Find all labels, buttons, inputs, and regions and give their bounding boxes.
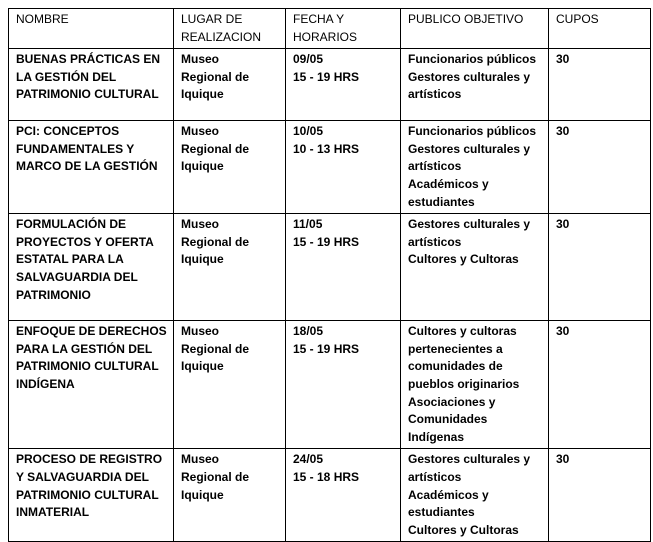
header-nombre: NOMBRE <box>9 9 174 49</box>
cell-fecha: 11/05 15 - 19 HRS <box>286 214 401 321</box>
cell-cupos: 30 <box>549 121 651 214</box>
cell-publico: Gestores culturales y artísticos Cultores y Cultoras <box>401 214 549 321</box>
header-lugar: LUGAR DE REALIZACION <box>174 9 286 49</box>
cell-lugar: Museo Regional de Iquique <box>174 449 286 542</box>
cell-cupos: 30 <box>549 49 651 121</box>
cell-nombre: PROCESO DE REGISTRO Y SALVAGUARDIA DEL PATRIMONIO CULTURAL INMATERIAL <box>9 449 174 542</box>
cell-nombre: ENFOQUE DE DERECHOS PARA LA GESTIÓN DEL PATRIMONIO CULTURAL INDÍGENA <box>9 321 174 449</box>
header-row <box>9 9 651 49</box>
table-row <box>9 449 651 542</box>
cell-cupos: 30 <box>549 449 651 542</box>
header-fecha: FECHA Y HORARIOS <box>286 9 401 49</box>
cell-nombre: PCI: CONCEPTOS FUNDAMENTALES Y MARCO DE LA GESTIÓN <box>9 121 174 214</box>
cell-fecha: 24/05 15 - 18 HRS <box>286 449 401 542</box>
cell-publico: Cultores y cultoras pertenecientes a comunidades de pueblos originarios Asociaciones y Comunidades Indígenas <box>401 321 549 449</box>
cell-nombre: BUENAS PRÁCTICAS EN LA GESTIÓN DEL PATRIMONIO CULTURAL <box>9 49 174 121</box>
cell-lugar: Museo Regional de Iquique <box>174 121 286 214</box>
cell-publico: Funcionarios públicos Gestores culturales y artísticos <box>401 49 549 121</box>
cell-nombre: FORMULACIÓN DE PROYECTOS Y OFERTA ESTATAL PARA LA SALVAGUARDIA DEL PATRIMONIO <box>9 214 174 321</box>
header-cupos: CUPOS <box>549 9 651 49</box>
table-row <box>9 49 651 121</box>
table-row <box>9 121 651 214</box>
table-row <box>9 214 651 321</box>
cell-fecha: 09/05 15 - 19 HRS <box>286 49 401 121</box>
cell-fecha: 10/05 10 - 13 HRS <box>286 121 401 214</box>
workshop-schedule-table <box>8 8 651 542</box>
cell-fecha: 18/05 15 - 19 HRS <box>286 321 401 449</box>
cell-publico: Funcionarios públicos Gestores culturales y artísticos Académicos y estudiantes <box>401 121 549 214</box>
table-row <box>9 321 651 449</box>
cell-lugar: Museo Regional de Iquique <box>174 214 286 321</box>
cell-cupos: 30 <box>549 321 651 449</box>
cell-lugar: Museo Regional de Iquique <box>174 49 286 121</box>
cell-lugar: Museo Regional de Iquique <box>174 321 286 449</box>
header-publico: PUBLICO OBJETIVO <box>401 9 549 49</box>
cell-publico: Gestores culturales y artísticos Académicos y estudiantes Cultores y Cultoras <box>401 449 549 542</box>
cell-cupos: 30 <box>549 214 651 321</box>
